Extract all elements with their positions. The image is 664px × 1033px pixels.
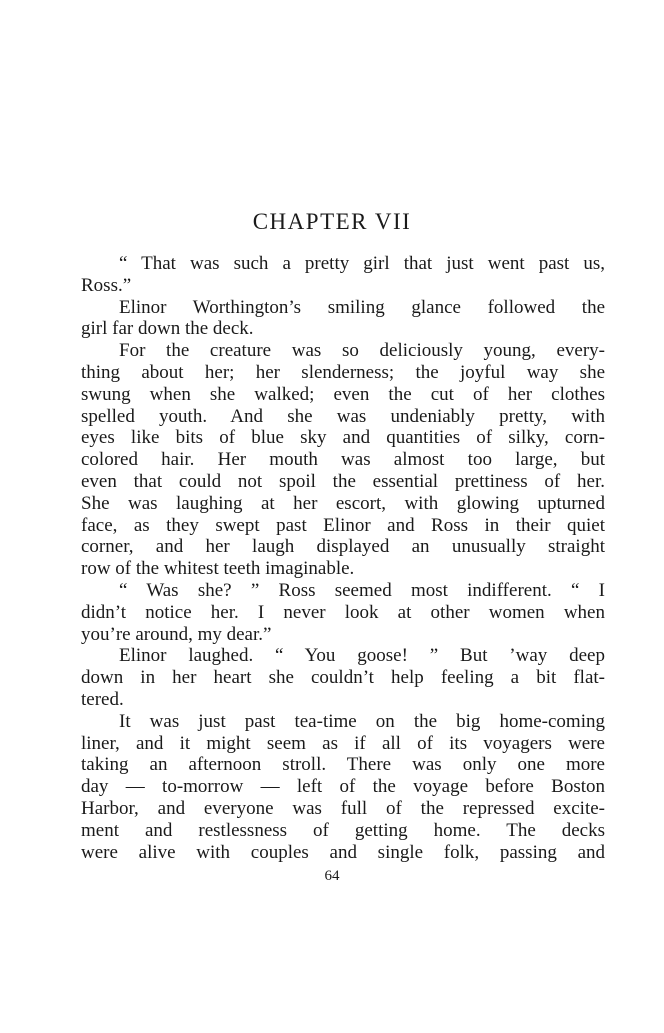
text-line: ment and restlessness of getting home. The decks (81, 819, 605, 841)
text-line: were alive with couples and single folk, passing and (81, 841, 605, 863)
page-number: 64 (324, 868, 340, 884)
text-line: Harbor, and everyone was full of the repressed excite- (81, 797, 605, 819)
text-line: taking an afternoon stroll. There was only one more (81, 754, 605, 776)
text-line: eyes like bits of blue sky and quantities of silky, corn- (81, 427, 605, 449)
text-line: Elinor laughed. “ You goose! ” But ’way deep (119, 645, 605, 667)
text-line: swung when she walked; even the cut of her clothes (81, 383, 605, 405)
text-line: corner, and her laugh displayed an unusually straight (81, 536, 605, 558)
chapter-body (81, 253, 605, 863)
text-line: down in her heart she couldn’t help feeling a bit flat- (81, 667, 605, 689)
text-line: She was laughing at her escort, with glowing upturned (81, 492, 605, 514)
text-line: It was just past tea-time on the big home-coming (119, 710, 605, 732)
text-line: tered. (81, 688, 124, 710)
text-line: didn’t notice her. I never look at other women when (81, 601, 605, 623)
text-line: row of the whitest teeth imaginable. (81, 558, 355, 580)
text-line: “ Was she? ” Ross seemed most indifferent. “ I (119, 579, 605, 601)
chapter-heading: CHAPTER VII (252, 209, 412, 234)
text-line: girl far down the deck. (81, 318, 254, 340)
text-line: Elinor Worthington’s smiling glance followed the (119, 296, 605, 318)
text-line: Ross.” (81, 274, 132, 296)
text-line: even that could not spoil the essential prettiness of her. (81, 470, 605, 492)
text-line: liner, and it might seem as if all of its voyagers were (81, 732, 605, 754)
text-line: you’re around, my dear.” (81, 623, 272, 645)
text-line: day — to-morrow — left of the voyage before Boston (81, 776, 605, 798)
text-line: colored hair. Her mouth was almost too large, but (81, 449, 605, 471)
text-line: thing about her; her slenderness; the joyful way she (81, 361, 605, 383)
text-line: For the creature was so deliciously young, every- (119, 340, 605, 362)
text-line: “ That was such a pretty girl that just went past us, (119, 253, 605, 274)
text-line: spelled youth. And she was undeniably pretty, with (81, 405, 605, 427)
text-line: face, as they swept past Elinor and Ross in their quiet (81, 514, 605, 536)
